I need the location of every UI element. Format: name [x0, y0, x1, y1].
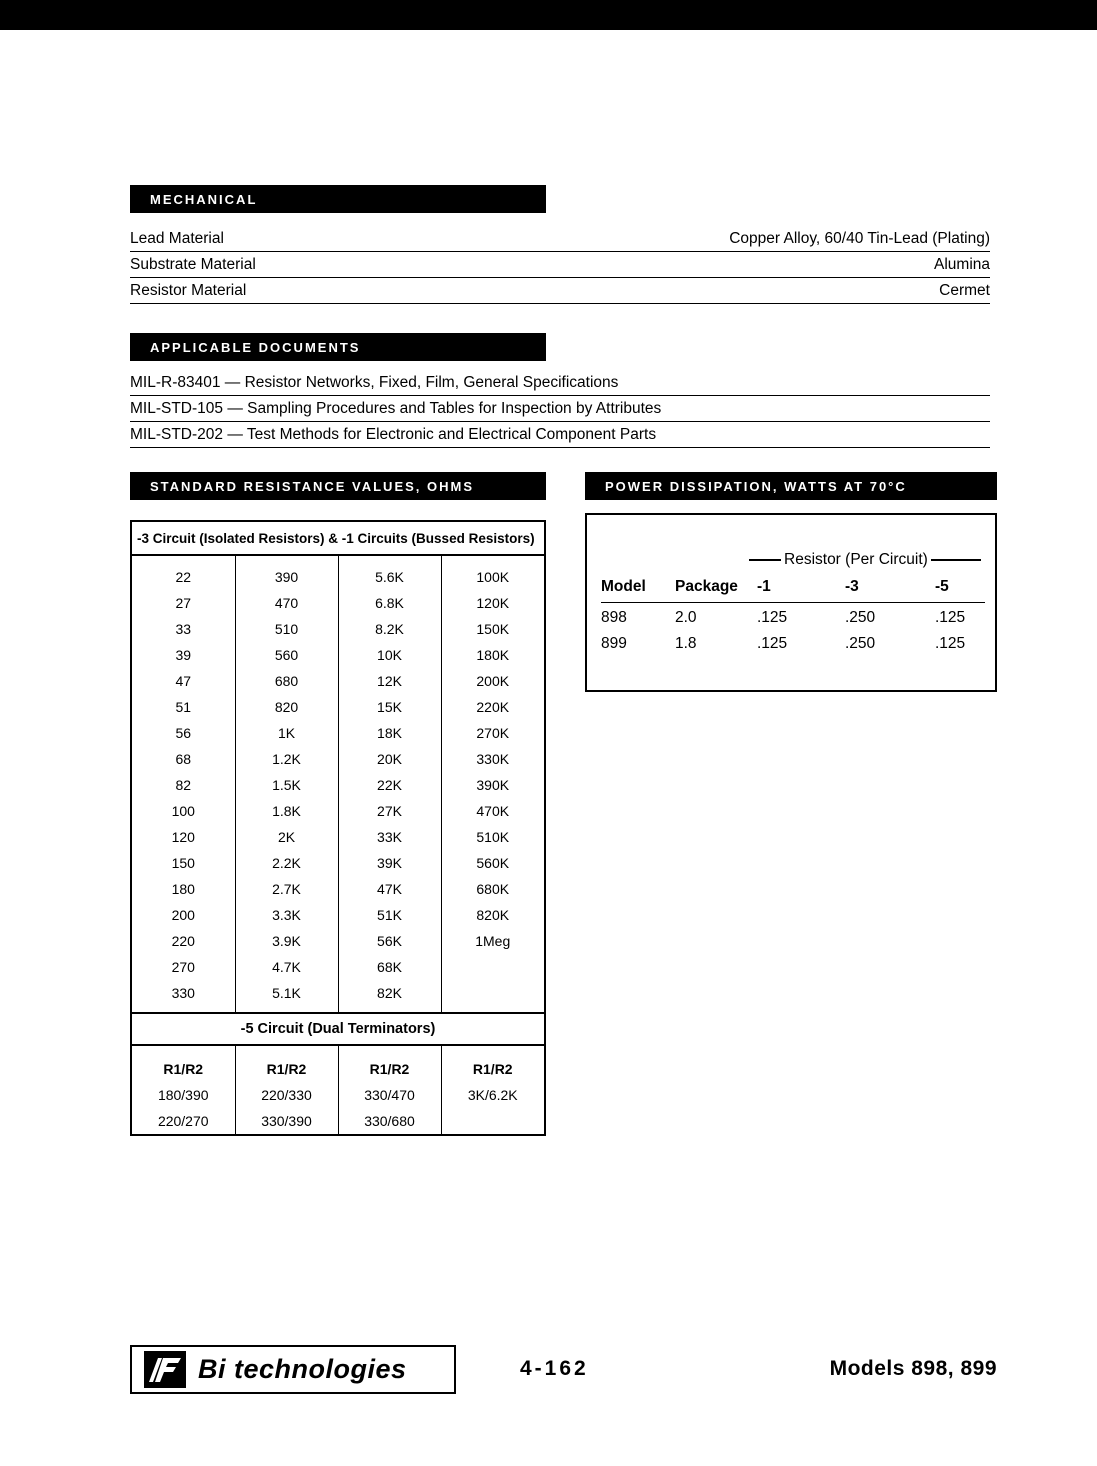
mechanical-title: MECHANICAL: [150, 191, 258, 207]
resistance-value: 6.8K: [338, 590, 441, 616]
resistance-row: [132, 850, 544, 876]
mechanical-rows: [130, 226, 990, 304]
power-section-header: [585, 472, 997, 500]
power-cell: .125: [935, 635, 966, 652]
page-number: 4-162: [520, 1357, 589, 1380]
power-cell: 898: [601, 609, 627, 626]
power-cell: 2.0: [675, 609, 697, 626]
power-row: [601, 603, 985, 630]
resistance-value: 10K: [338, 642, 441, 668]
dual-col-header: R1/R2: [132, 1046, 235, 1082]
power-cell: .125: [757, 635, 788, 652]
resistance-value: 51: [132, 694, 235, 720]
power-title: POWER DISSIPATION, WATTS AT 70°C: [605, 478, 907, 494]
top-black-bar: [0, 0, 1097, 30]
spec-value: Copper Alloy, 60/40 Tin-Lead (Plating): [729, 230, 990, 247]
resistance-value: 390K: [476, 777, 510, 793]
resistance-value: 27: [132, 590, 235, 616]
applicable-documents-section-header: [130, 333, 546, 361]
dual-header-row: [132, 1046, 544, 1082]
power-cell: .125: [757, 609, 788, 626]
power-col-3: -3: [845, 575, 935, 603]
resistance-title: STANDARD RESISTANCE VALUES, OHMS: [150, 478, 475, 494]
resistance-value: 120K: [476, 595, 510, 611]
dual-value: 180/390: [132, 1082, 235, 1108]
resistance-row: [132, 668, 544, 694]
document-text: MIL-STD-202 — Test Methods for Electronic and Electrical Component Parts: [130, 426, 657, 443]
resistance-grid-body: [132, 556, 544, 1012]
resistance-row: [132, 556, 544, 590]
resistance-row: [132, 772, 544, 798]
resistance-value: 1.5K: [235, 772, 338, 798]
footer-models-label: Models 898, 899: [829, 1357, 997, 1380]
resistance-value: 200K: [476, 673, 510, 689]
resistor-per-circuit-label: Resistor (Per Circuit): [784, 551, 928, 568]
power-header-row: [601, 575, 985, 603]
dual-col-header: R1/R2: [235, 1046, 338, 1082]
resistance-value: [441, 980, 544, 1012]
resistance-value: 12K: [338, 668, 441, 694]
resistance-value: 220: [132, 928, 235, 954]
document-text: MIL-R-83401 — Resistor Networks, Fixed, Film, General Specifications: [130, 374, 619, 391]
resistance-value: 47: [132, 668, 235, 694]
resistance-value: 82: [132, 772, 235, 798]
resistance-value: 47K: [338, 876, 441, 902]
resistance-value: 820K: [476, 907, 510, 923]
dual-value: 220/270: [132, 1108, 235, 1134]
power-col-model: Model: [601, 575, 675, 603]
footer-logo-box: [130, 1345, 456, 1394]
resistance-grid-wrap: [132, 556, 544, 1012]
document-row: [130, 422, 990, 448]
resistance-value: 180: [132, 876, 235, 902]
spec-row: [130, 226, 990, 252]
resistance-table: [130, 520, 546, 1136]
resistance-value: 560K: [476, 855, 510, 871]
power-cell: 1.8: [675, 635, 697, 652]
power-cell: .125: [935, 609, 966, 626]
dual-value-row: [132, 1108, 544, 1134]
dual-value: 220/330: [235, 1082, 338, 1108]
resistance-value: 1.2K: [235, 746, 338, 772]
resistance-row: [132, 642, 544, 668]
resistance-value: 56K: [338, 928, 441, 954]
resistance-section-header: [130, 472, 546, 500]
resistance-grid: [132, 556, 544, 1012]
power-table: [601, 575, 985, 655]
resistance-row: [132, 928, 544, 954]
resistance-row: [132, 590, 544, 616]
resistor-per-circuit-row: [601, 551, 981, 569]
resistance-value: 390: [235, 556, 338, 590]
power-cell: 899: [601, 635, 627, 652]
applicable-documents-title: APPLICABLE DOCUMENTS: [150, 339, 361, 355]
resistance-value: 680: [235, 668, 338, 694]
dual-terminator-grid: [132, 1046, 544, 1134]
resistance-value: 68: [132, 746, 235, 772]
resistance-value: 20K: [338, 746, 441, 772]
resistance-value: 4.7K: [235, 954, 338, 980]
resistance-value: 15K: [338, 694, 441, 720]
spec-label: Lead Material: [130, 230, 224, 247]
resistance-value: 100: [132, 798, 235, 824]
resistance-row: [132, 746, 544, 772]
power-col-package: Package: [675, 575, 757, 603]
dual-value: 330/680: [338, 1108, 441, 1134]
resistance-value: 120: [132, 824, 235, 850]
document-row: [130, 370, 990, 396]
applicable-documents-rows: [130, 370, 990, 448]
resistance-value: 3.9K: [235, 928, 338, 954]
resistance-value: 68K: [338, 954, 441, 980]
resistance-row: [132, 980, 544, 1012]
document-row: [130, 396, 990, 422]
resistance-value: 1.8K: [235, 798, 338, 824]
bi-logo-icon: [144, 1351, 186, 1388]
resistance-value: 51K: [338, 902, 441, 928]
footer-logo-text: Bi technologies: [198, 1354, 407, 1384]
resistance-value: 1Meg: [475, 933, 511, 949]
dual-value: 330/390: [235, 1108, 338, 1134]
resistance-value: 220K: [476, 699, 510, 715]
spec-label: Resistor Material: [130, 282, 247, 299]
resistance-row: [132, 824, 544, 850]
power-table-body: [601, 603, 985, 656]
resistance-row: [132, 694, 544, 720]
resistance-row: [132, 876, 544, 902]
resistance-value: 39: [132, 642, 235, 668]
power-cell: .250: [845, 609, 876, 626]
dual-value: 330/470: [338, 1082, 441, 1108]
resistance-row: [132, 902, 544, 928]
power-cell: .250: [845, 635, 876, 652]
resistance-value: 56: [132, 720, 235, 746]
power-table-box: [585, 513, 997, 692]
resistance-value: 560: [235, 642, 338, 668]
resistance-value: 2.2K: [235, 850, 338, 876]
resistance-value: 470K: [476, 803, 510, 819]
resistance-value: 510K: [476, 829, 510, 845]
spec-value: Cermet: [939, 282, 990, 299]
dual-value: [441, 1108, 544, 1134]
resistance-value: 82K: [338, 980, 441, 1012]
spec-label: Substrate Material: [130, 256, 256, 273]
resistance-value: 270K: [476, 725, 510, 741]
resistance-value: [441, 954, 544, 980]
resistance-value: 27K: [338, 798, 441, 824]
resistance-row: [132, 720, 544, 746]
resistance-value: 5.1K: [235, 980, 338, 1012]
dual-value: 3K/6.2K: [467, 1087, 518, 1103]
resistance-table-header: -3 Circuit (Isolated Resistors) & -1 Circuits (Bussed Resistors): [132, 522, 544, 556]
resistance-value: 100K: [476, 569, 510, 585]
resistance-value: 2K: [235, 824, 338, 850]
resistance-row: [132, 798, 544, 824]
resistance-value: 8.2K: [338, 616, 441, 642]
spec-row: [130, 252, 990, 278]
dual-grid-body: [132, 1046, 544, 1134]
resistance-value: 510: [235, 616, 338, 642]
resistance-value: 330: [132, 980, 235, 1012]
resistance-row: [132, 954, 544, 980]
resistance-value: 1K: [235, 720, 338, 746]
dual-col-header: R1/R2: [338, 1046, 441, 1082]
resistance-value: 820: [235, 694, 338, 720]
resistance-value: 150K: [476, 621, 510, 637]
power-col-5: -5: [935, 575, 985, 603]
spec-value: Alumina: [934, 256, 990, 273]
resistance-value: 3.3K: [235, 902, 338, 928]
dual-col-header: R1/R2: [472, 1061, 513, 1077]
power-row: [601, 629, 985, 655]
resistance-row: [132, 616, 544, 642]
resistance-value: 200: [132, 902, 235, 928]
document-text: MIL-STD-105 — Sampling Procedures and Tables for Inspection by Attributes: [130, 400, 662, 417]
dual-value-row: [132, 1082, 544, 1108]
resistance-value: 470: [235, 590, 338, 616]
resistance-value: 330K: [476, 751, 510, 767]
resistance-value: 5.6K: [338, 556, 441, 590]
dual-terminator-header: -5 Circuit (Dual Terminators): [132, 1012, 544, 1046]
resistance-value: 270: [132, 954, 235, 980]
resistance-value: 180K: [476, 647, 510, 663]
resistance-value: 33K: [338, 824, 441, 850]
resistance-value: 39K: [338, 850, 441, 876]
resistance-value: 18K: [338, 720, 441, 746]
dash-line-right: [931, 559, 981, 561]
resistance-value: 2.7K: [235, 876, 338, 902]
resistance-value: 22K: [338, 772, 441, 798]
power-col-1: -1: [757, 575, 845, 603]
power-table-head: [601, 575, 985, 603]
spec-row: [130, 278, 990, 304]
mechanical-section-header: [130, 185, 546, 213]
dash-line-left: [749, 559, 781, 561]
resistance-value: 680K: [476, 881, 510, 897]
resistance-value: 22: [132, 556, 235, 590]
resistance-value: 33: [132, 616, 235, 642]
resistance-value: 150: [132, 850, 235, 876]
